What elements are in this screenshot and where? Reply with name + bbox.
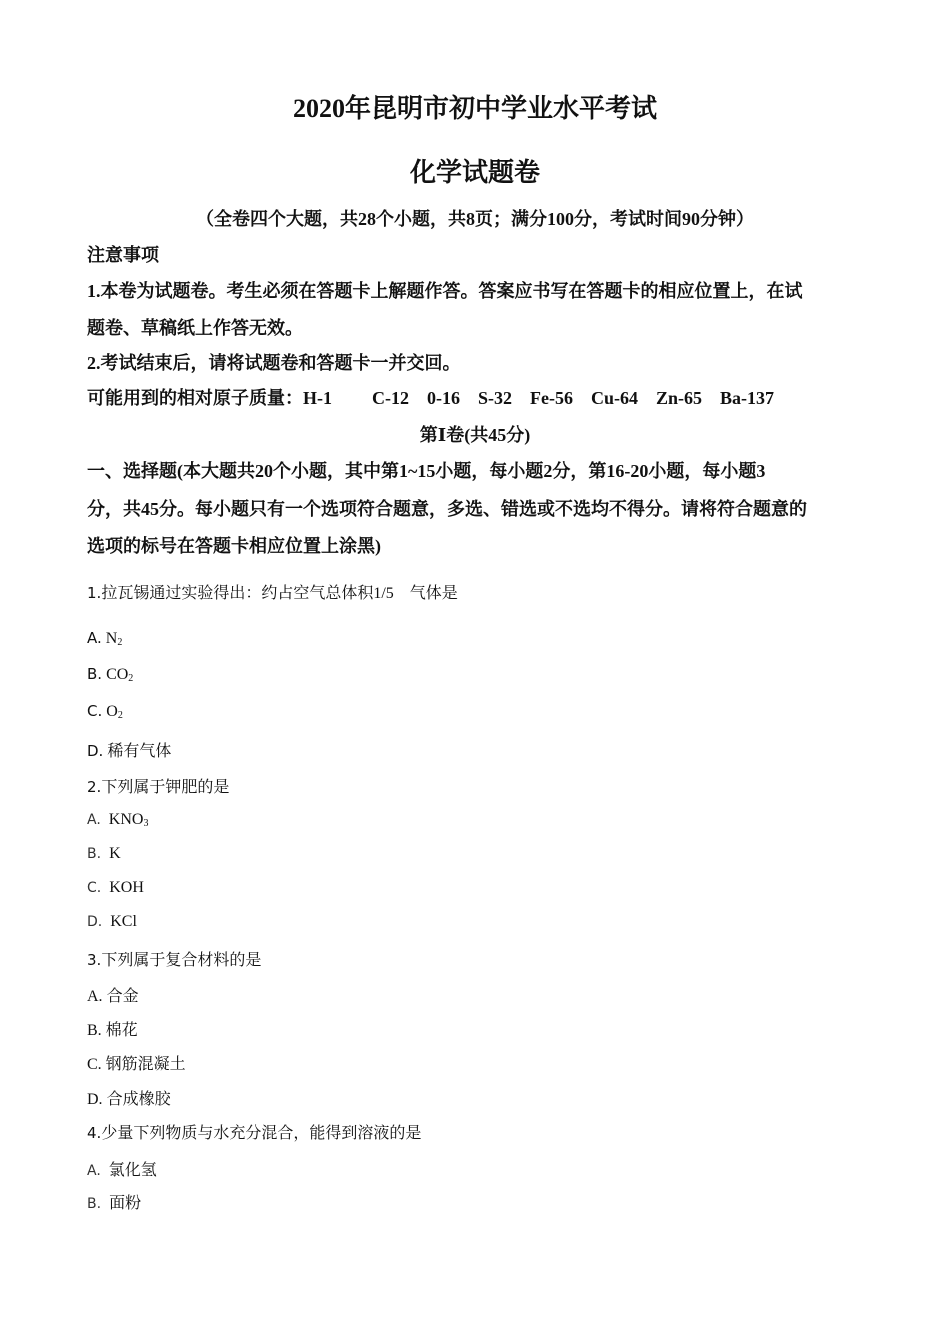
option-letter: B. [87, 846, 102, 862]
question-1 [87, 580, 458, 603]
option-text: 面粉 [109, 1195, 142, 1212]
option-text: K [109, 845, 121, 862]
question-number: 1. [87, 584, 102, 602]
option-text: CO [106, 666, 129, 683]
option-subscript: 3 [143, 818, 149, 829]
option-letter: B. [87, 665, 103, 683]
question-3 [87, 947, 261, 970]
question-4-option-b [87, 1190, 141, 1213]
question-2-option-c [87, 879, 144, 897]
option-letter: D. [87, 1091, 103, 1108]
option-letter: A. [87, 812, 101, 828]
option-subscript: 2 [117, 637, 123, 648]
option-subscript: 2 [128, 673, 134, 684]
atomic-masses [87, 384, 774, 410]
option-letter: A. [87, 1163, 101, 1179]
mass-value: Fe-56 [530, 388, 573, 408]
option-letter: A. [87, 629, 102, 647]
option-text: 氯化氢 [108, 1162, 157, 1179]
question-3-option-d [87, 1086, 171, 1109]
question-2 [87, 774, 229, 797]
notice-heading: 注意事项 [87, 245, 159, 265]
option-letter: C. [87, 702, 103, 720]
question-text: 下列属于复合材料的是 [101, 952, 262, 969]
question-1-option-b [87, 665, 133, 684]
option-text: KNO [108, 811, 144, 828]
subject-title: 化学试题卷 [409, 158, 540, 187]
mass-value: C-12 [372, 388, 409, 408]
question-number: 4. [87, 1124, 102, 1142]
question-2-option-b [87, 845, 121, 863]
mass-value: 0-16 [427, 388, 460, 408]
mass-value: Zn-65 [656, 388, 703, 408]
option-letter: D. [87, 914, 103, 930]
option-text: N [105, 630, 118, 647]
notice-item-2: 2.考试结束后，请将试题卷和答题卡一并交回。 [87, 353, 461, 373]
option-letter: B. [87, 1022, 102, 1039]
section-instructions-line-3: 选项的标号在答题卡相应位置上涂黑) [87, 536, 381, 556]
question-number: 2. [87, 778, 102, 796]
section-instructions-line-2: 分，共45分。每小题只有一个选项符合题意，多选、错选或不选均不得分。请将符合题意的 [87, 499, 807, 519]
option-letter: B. [87, 1196, 102, 1212]
option-text: KOH [109, 879, 144, 896]
question-3-option-a [87, 983, 139, 1006]
volume-heading: 第Ⅰ卷(共45分) [419, 425, 531, 445]
option-text: O [106, 703, 118, 720]
mass-value: S-32 [478, 388, 513, 408]
section-instructions-line-1: 一、选择题(本大题共20个小题，其中第1~15小题，每小题2分，第16-20小题，每小题3 [87, 461, 766, 481]
question-3-option-c [87, 1051, 186, 1074]
question-text: 拉瓦锡通过实验得出：约占空气总体积1/5 气体是 [101, 585, 458, 602]
option-letter: C. [87, 880, 102, 896]
question-1-option-c [87, 702, 123, 721]
question-text: 下列属于钾肥的是 [101, 779, 230, 796]
option-letter: C. [87, 1056, 102, 1073]
option-text: KCl [110, 913, 137, 930]
option-text: 稀有气体 [107, 743, 172, 760]
notice-item-1-line-2: 题卷、草稿纸上作答无效。 [87, 318, 303, 338]
mass-value: Cu-64 [591, 388, 639, 408]
question-2-option-d [87, 913, 137, 931]
option-text: 合金 [106, 988, 139, 1005]
question-1-option-d [87, 738, 171, 761]
option-text: 棉花 [105, 1022, 138, 1039]
mass-value: H-1 [303, 388, 332, 408]
option-text: 合成橡胶 [106, 1091, 171, 1108]
question-4-option-a [87, 1157, 157, 1180]
option-letter: D. [87, 742, 104, 760]
notice-item-1-line-1: 1.本卷为试题卷。考生必须在答题卡上解题作答。答案应书写在答题卡的相应位置上，在试 [87, 281, 803, 301]
question-3-option-b [87, 1017, 138, 1040]
option-text: 钢筋混凝土 [105, 1056, 186, 1073]
exam-title: 2020年昆明市初中学业水平考试 [292, 94, 657, 123]
question-4 [87, 1120, 421, 1143]
question-1-option-a [87, 629, 122, 648]
question-number: 3. [87, 951, 102, 969]
mass-value: Ba-137 [720, 388, 775, 408]
exam-info: （全卷四个大题，共28个小题，共8页；满分100分，考试时间90分钟） [196, 209, 754, 229]
question-2-option-a [87, 811, 148, 829]
option-subscript: 2 [117, 710, 123, 721]
mass-label: 可能用到的相对原子质量： [87, 388, 303, 408]
question-text: 少量下列物质与水充分混合，能得到溶液的是 [101, 1125, 422, 1142]
option-letter: A. [87, 988, 103, 1005]
